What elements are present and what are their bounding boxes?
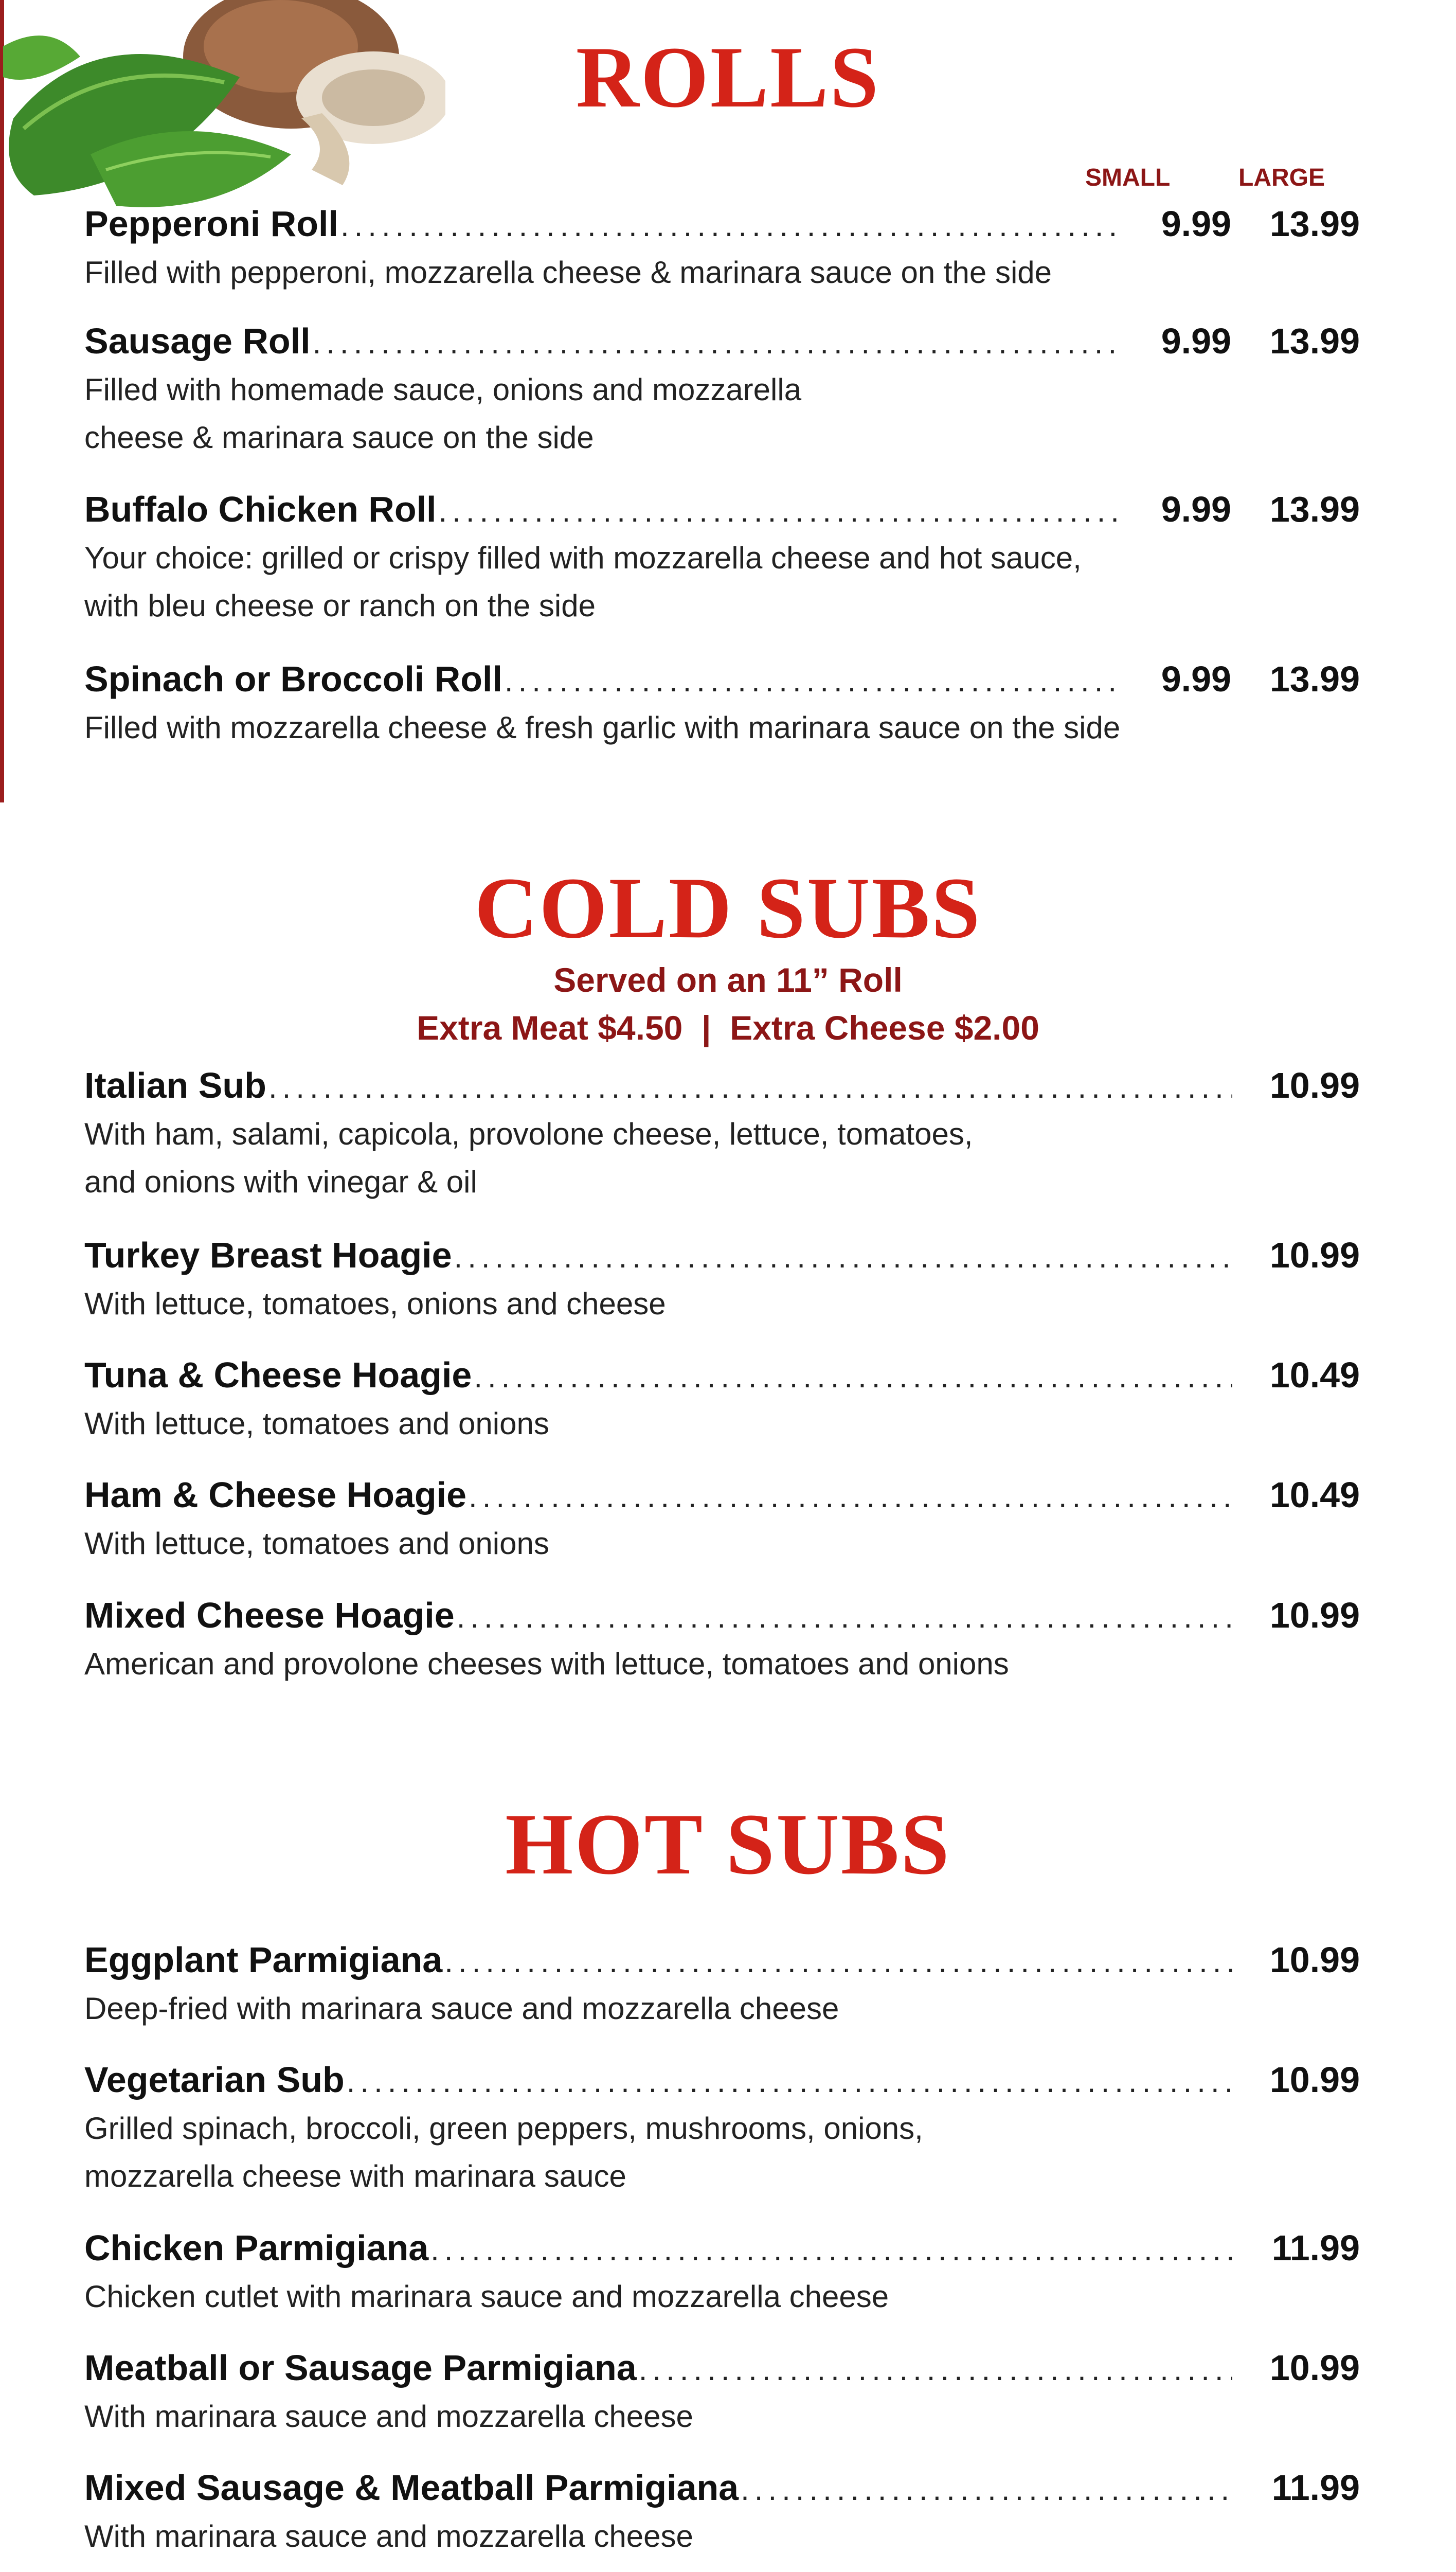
item-description: Filled with pepperoni, mozzarella cheese & marinara sauce on the side (84, 255, 1052, 290)
item-name: Meatball or Sausage Parmigiana (84, 2348, 637, 2388)
item-description: Deep-fried with marinara sauce and mozzarella cheese (84, 1991, 839, 2026)
price-large: 13.99 (1269, 659, 1360, 699)
item-price: 10.99 (1269, 1065, 1360, 1105)
price-large: 13.99 (1269, 489, 1360, 529)
item-price: 10.99 (1269, 1940, 1360, 1980)
leader-dots (741, 2472, 1232, 2507)
leader-dots (469, 1479, 1232, 1514)
menu-item (84, 1595, 1360, 1688)
leader-dots (313, 325, 1119, 361)
price-small: 9.99 (1161, 204, 1231, 244)
hot-subs-heading: HOT SUBS (505, 1796, 951, 1892)
item-description: With marinara sauce and mozzarella cheese (84, 2399, 693, 2434)
menu-item (84, 203, 1360, 296)
item-description: Grilled spinach, broccoli, green peppers, mushrooms, onions, (84, 2111, 923, 2146)
item-price: 10.99 (1269, 2348, 1360, 2388)
menu-item (84, 1474, 1360, 1567)
item-description: cheese & marinara sauce on the side (84, 420, 594, 455)
item-name: Chicken Parmigiana (84, 2228, 429, 2268)
menu-item (84, 1354, 1360, 1448)
item-description: American and provolone cheeses with lettuce, tomatoes and onions (84, 1647, 1009, 1681)
item-price: 10.99 (1269, 1595, 1360, 1635)
menu-item (84, 1065, 1360, 1206)
item-description: With marinara sauce and mozzarella cheese (84, 2519, 693, 2553)
price-small: 9.99 (1161, 489, 1231, 529)
item-description: With lettuce, tomatoes and onions (84, 1406, 549, 1441)
menu-item (84, 2059, 1360, 2200)
menu-item (84, 2347, 1360, 2440)
item-name: Mixed Sausage & Meatball Parmigiana (84, 2468, 739, 2508)
item-name: Turkey Breast Hoagie (84, 1235, 452, 1275)
leader-dots (268, 1069, 1232, 1105)
leader-dots (639, 2352, 1232, 2387)
leader-dots (457, 1599, 1232, 1635)
item-description: Filled with homemade sauce, onions and mozzarella (84, 372, 802, 407)
price-small: 9.99 (1161, 659, 1231, 699)
item-name: Italian Sub (84, 1065, 266, 1105)
price-small: 9.99 (1161, 321, 1231, 361)
item-name: Pepperoni Roll (84, 204, 338, 244)
item-name: Eggplant Parmigiana (84, 1940, 443, 1980)
leader-dots (347, 2064, 1232, 2099)
item-price: 10.99 (1269, 1235, 1360, 1275)
menu-item (84, 2227, 1360, 2320)
item-price: 11.99 (1271, 2468, 1360, 2508)
leader-dots (438, 493, 1119, 529)
item-name: Ham & Cheese Hoagie (84, 1475, 467, 1515)
leader-dots (454, 1239, 1232, 1275)
menu-item (84, 1939, 1360, 2032)
item-description: Filled with mozzarella cheese & fresh garlic with marinara sauce on the side (84, 710, 1121, 745)
price-large: 13.99 (1269, 204, 1360, 244)
leader-dots (340, 208, 1119, 243)
item-price: 11.99 (1271, 2228, 1360, 2268)
item-name: Buffalo Chicken Roll (84, 489, 437, 529)
item-description: mozzarella cheese with marinara sauce (84, 2159, 626, 2193)
menu-item (84, 320, 1360, 461)
cold-subs-heading: COLD SUBS (474, 860, 982, 956)
item-description: With ham, salami, capicola, provolone cheese, lettuce, tomatoes, (84, 1117, 973, 1151)
item-name: Sausage Roll (84, 321, 311, 361)
item-price: 10.99 (1269, 2060, 1360, 2100)
item-name: Vegetarian Sub (84, 2060, 345, 2100)
item-description: and onions with vinegar & oil (84, 1165, 477, 1199)
item-name: Spinach or Broccoli Roll (84, 659, 502, 699)
menu-item (84, 489, 1360, 630)
item-name: Mixed Cheese Hoagie (84, 1595, 455, 1635)
item-description: With lettuce, tomatoes and onions (84, 1526, 549, 1561)
item-description: Chicken cutlet with marinara sauce and mozzarella cheese (84, 2279, 889, 2314)
leader-dots (444, 1944, 1232, 1979)
cold-subs-extras: Extra Meat $4.50 | Extra Cheese $2.00 (417, 1009, 1039, 1047)
price-large: 13.99 (1269, 321, 1360, 361)
item-price: 10.49 (1269, 1475, 1360, 1515)
item-description: With lettuce, tomatoes, onions and cheese (84, 1287, 666, 1321)
menu-item (84, 658, 1360, 752)
menu-item (84, 1235, 1360, 1328)
leader-dots (474, 1359, 1232, 1395)
size-large-header: LARGE (1238, 164, 1325, 191)
cold-subs-roll-note: Served on an 11” Roll (553, 961, 903, 999)
item-description: with bleu cheese or ranch on the side (84, 588, 596, 623)
leader-dots (505, 663, 1119, 699)
leader-dots (430, 2232, 1232, 2267)
menu-item (84, 2467, 1360, 2560)
size-small-header: SMALL (1085, 164, 1171, 191)
item-name: Tuna & Cheese Hoagie (84, 1355, 472, 1395)
item-price: 10.49 (1269, 1355, 1360, 1395)
item-description: Your choice: grilled or crispy filled with mozzarella cheese and hot sauce, (84, 541, 1082, 575)
rolls-heading: ROLLS (576, 29, 880, 126)
